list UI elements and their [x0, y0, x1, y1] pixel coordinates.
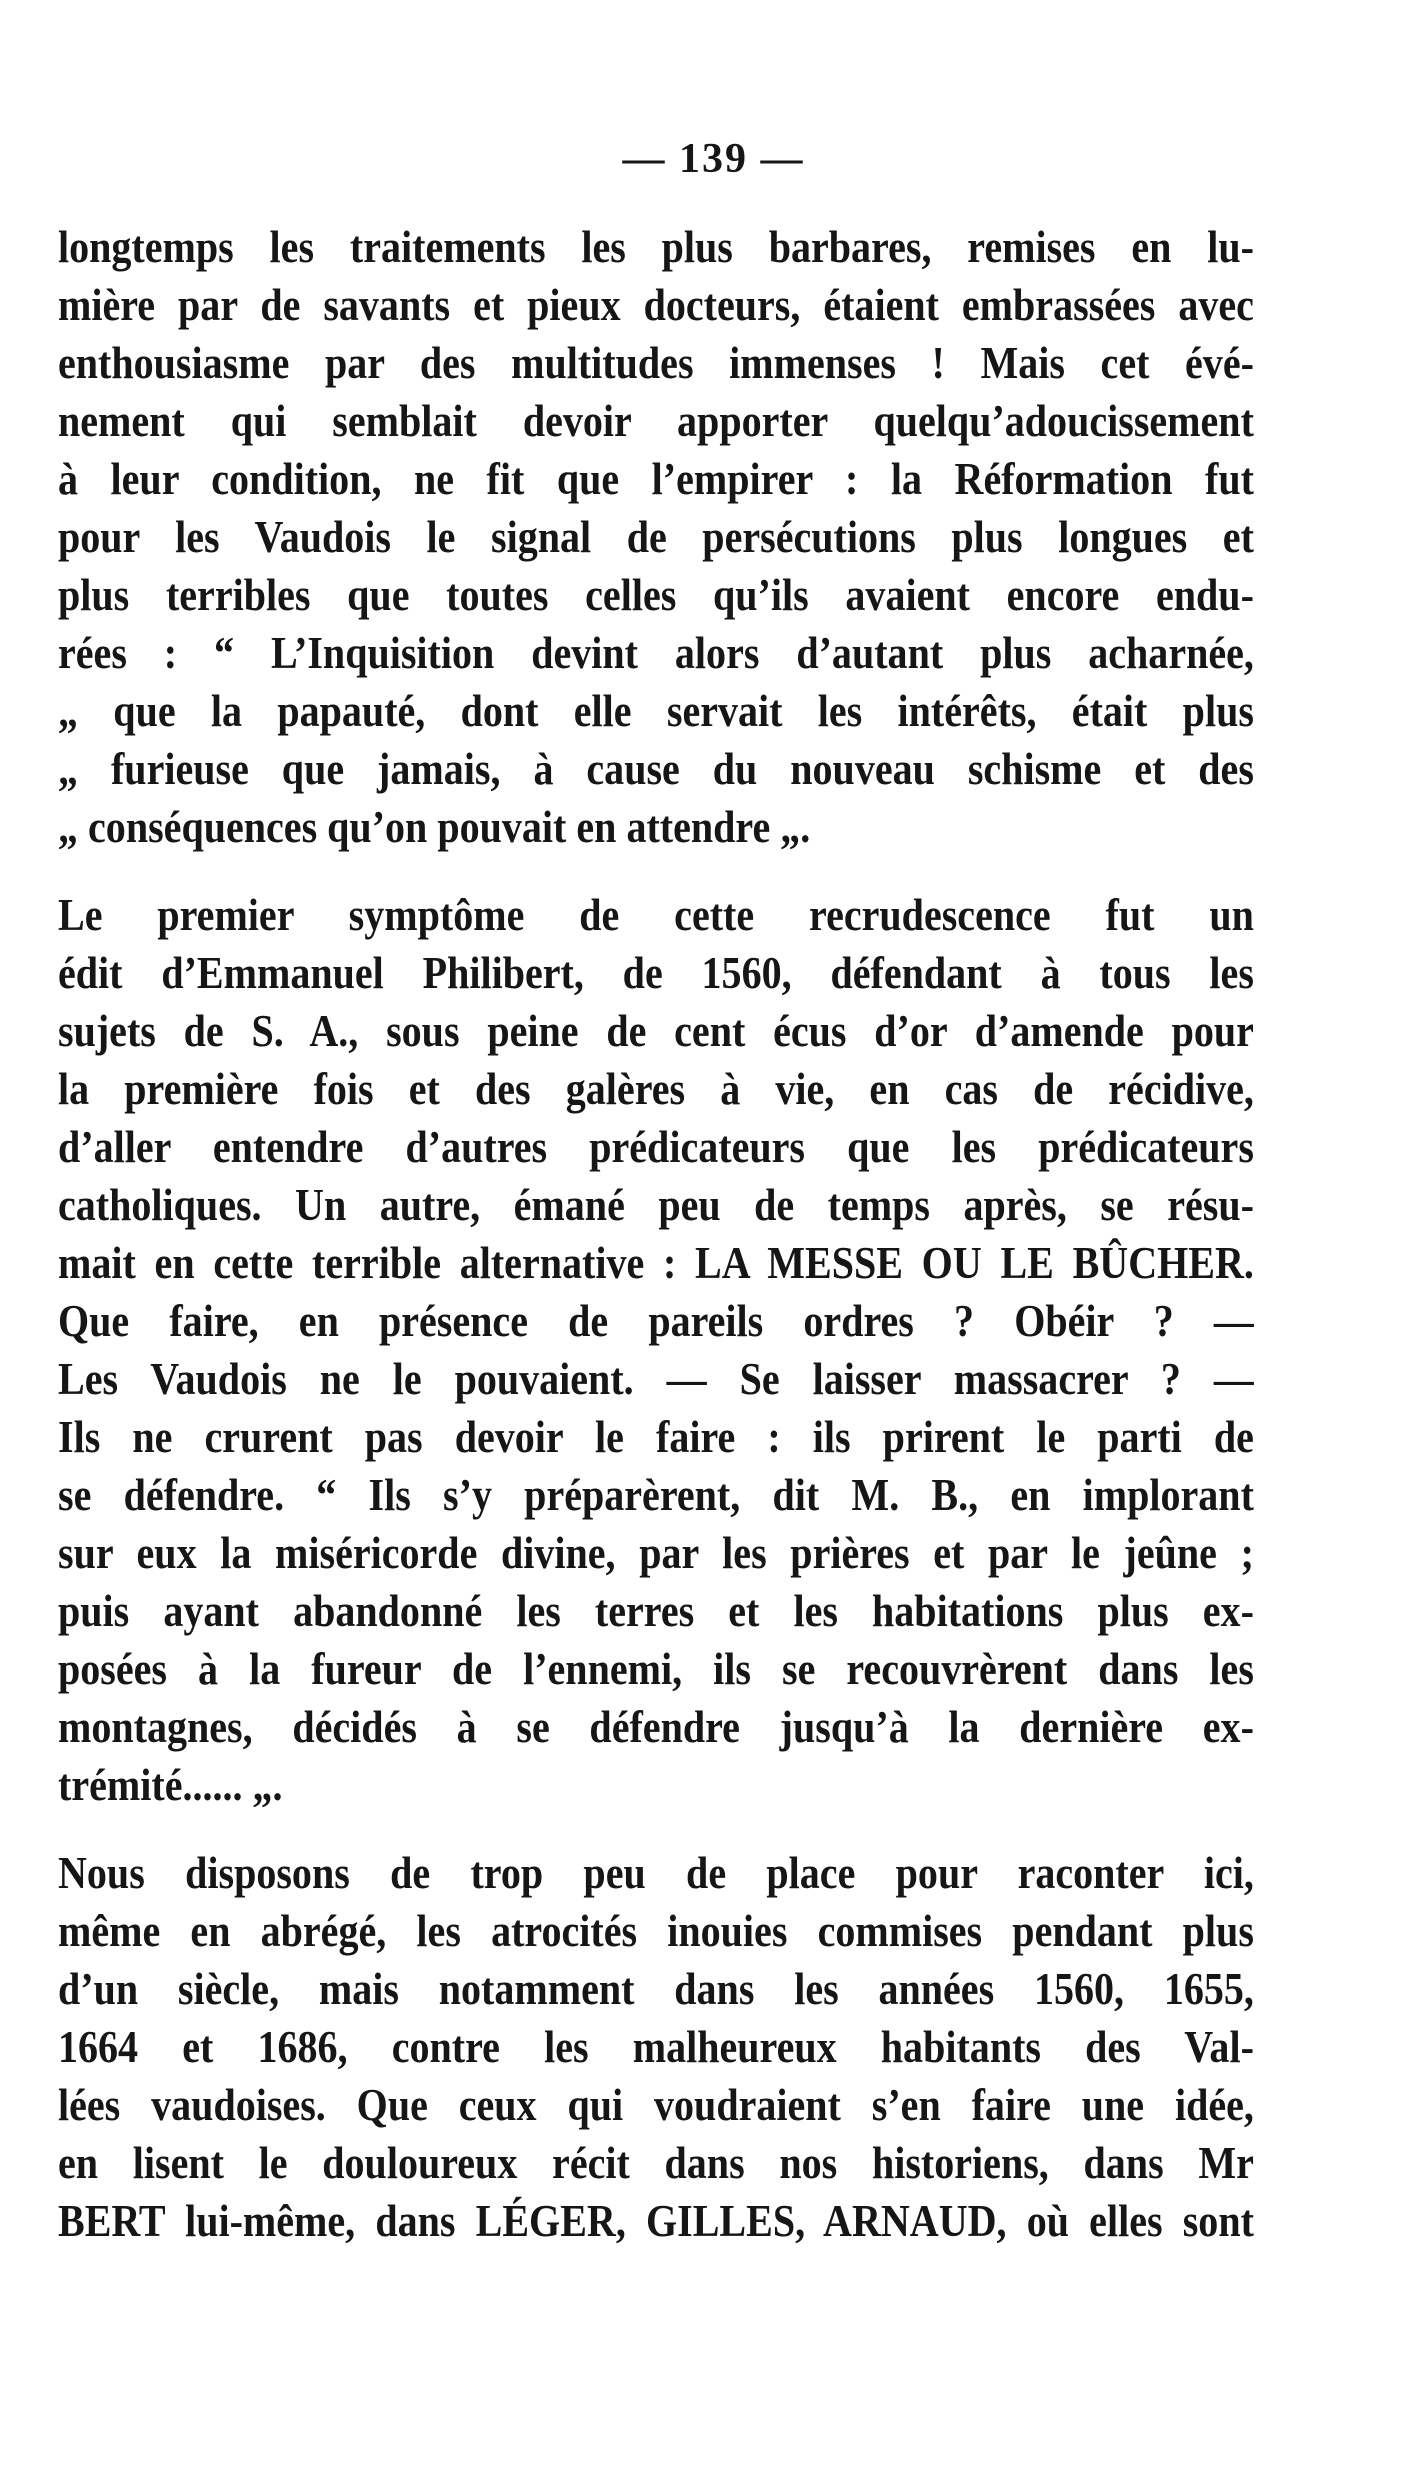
text-line: enthousiasme par des multitudes immenses ! Mais cet évé- — [58, 337, 1254, 388]
text-line: plus terribles que toutes celles qu’ils avaient encore endu- — [58, 569, 1254, 620]
text-line: mait en cette terrible alternative : LA MESSE OU LE BÛCHER. — [58, 1237, 1254, 1288]
text-line: en lisent le douloureux récit dans nos historiens, dans Mr — [58, 2137, 1254, 2188]
text-line: à leur condition, ne fit que l’empirer : la Réformation fut — [58, 453, 1254, 504]
text-line: mière par de savants et pieux docteurs, étaient embrassées avec — [58, 279, 1254, 330]
text-line: longtemps les traitements les plus barbares, remises en lu- — [58, 221, 1254, 272]
text-line: „ furieuse que jamais, à cause du nouveau schisme et des — [58, 743, 1254, 794]
text-line: lées vaudoises. Que ceux qui voudraient s’en faire une idée, — [58, 2079, 1254, 2130]
text-line: pour les Vaudois le signal de persécutions plus longues et — [58, 511, 1254, 562]
text-line: Que faire, en présence de pareils ordres ? Obéir ? — — [58, 1295, 1254, 1346]
text-line: Nous disposons de trop peu de place pour raconter ici, — [58, 1847, 1254, 1898]
page-number: — 139 — — [622, 136, 805, 182]
text-line: édit d’Emmanuel Philibert, de 1560, défendant à tous les — [58, 947, 1254, 998]
text-line: catholiques. Un autre, émané peu de temps après, se résu- — [58, 1179, 1254, 1230]
text-line: d’un siècle, mais notamment dans les années 1560, 1655, — [58, 1963, 1254, 2014]
text-line: la première fois et des galères à vie, en cas de récidive, — [58, 1063, 1254, 1114]
text-line: „ conséquences qu’on pouvait en attendre „. — [58, 801, 811, 852]
text-line: 1664 et 1686, contre les malheureux habitants des Val- — [58, 2021, 1254, 2072]
paragraph-1 — [58, 218, 1254, 856]
paragraph-2 — [58, 886, 1254, 1814]
text-line: Le premier symptôme de cette recrudescence fut un — [58, 889, 1254, 940]
text-line: BERT lui-même, dans LÉGER, GILLES, ARNAUD, où elles sont — [58, 2195, 1254, 2246]
text-line: nement qui semblait devoir apporter quelqu’adoucissement — [58, 395, 1254, 446]
text-line: „ que la papauté, dont elle servait les intérêts, était plus — [58, 685, 1254, 736]
text-line: rées : “ L’Inquisition devint alors d’autant plus acharnée, — [58, 627, 1254, 678]
text-line: d’aller entendre d’autres prédicateurs que les prédicateurs — [58, 1121, 1254, 1172]
text-line: trémité...... „. — [58, 1759, 283, 1810]
text-line: sujets de S. A., sous peine de cent écus d’or d’amende pour — [58, 1005, 1254, 1056]
text-line: se défendre. “ Ils s’y préparèrent, dit M. B., en implorant — [58, 1469, 1254, 1520]
text-line: posées à la fureur de l’ennemi, ils se recouvrèrent dans les — [58, 1643, 1254, 1694]
body-text — [58, 218, 1254, 2250]
text-line: sur eux la miséricorde divine, par les prières et par le jeûne ; — [58, 1527, 1254, 1578]
text-line: montagnes, décidés à se défendre jusqu’à la dernière ex- — [58, 1701, 1254, 1752]
text-line: Ils ne crurent pas devoir le faire : ils prirent le parti de — [58, 1411, 1254, 1462]
text-line: même en abrégé, les atrocités inouies commises pendant plus — [58, 1905, 1254, 1956]
text-line: Les Vaudois ne le pouvaient. — Se laisser massacrer ? — — [58, 1353, 1254, 1404]
text-line: puis ayant abandonné les terres et les habitations plus ex- — [58, 1585, 1254, 1636]
paragraph-3 — [58, 1844, 1254, 2250]
